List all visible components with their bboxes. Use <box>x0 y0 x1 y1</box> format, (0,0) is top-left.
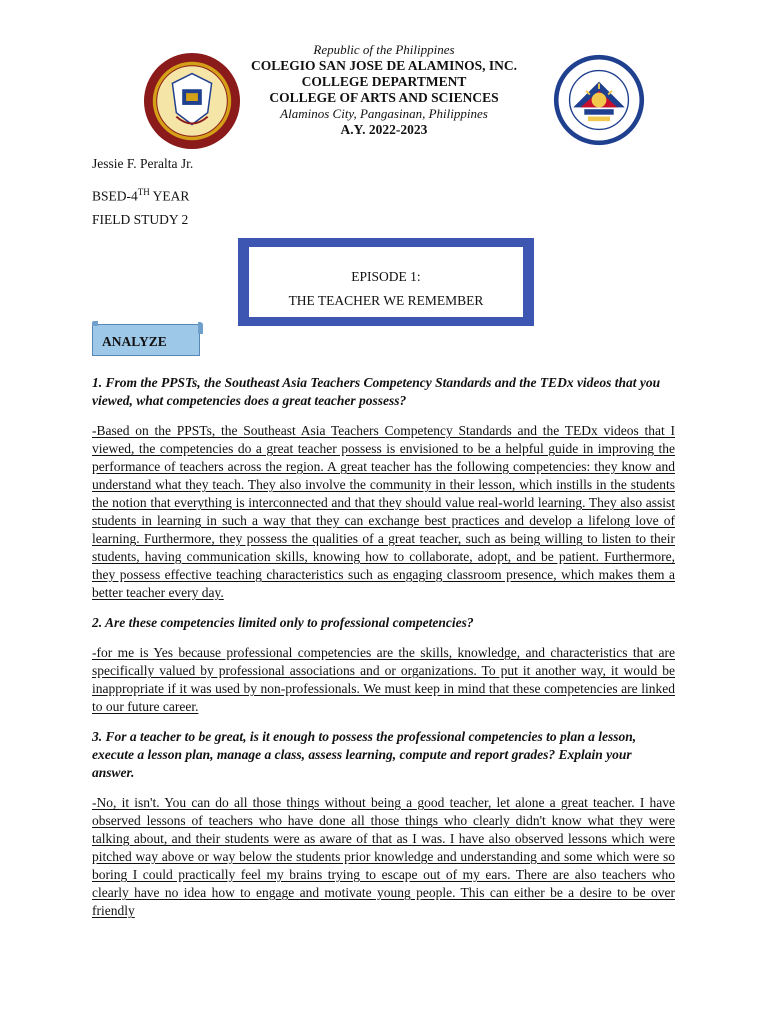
analyze-banner: ANALYZE <box>92 324 200 356</box>
student-year <box>92 184 193 212</box>
answer-3: -No, it isn't. You can do all those things without being a good teacher, let alone a great teacher. I have observed lessons of teachers who have done all those things who clearly didn't know what they were talking about, and their students were as aware of that as I was. I have also observed lessons which were pitched way above or way below the students prior knowledge and understanding and some which were so boring I could practically feel my brains trying to escape out of my ears. There are also teachers who clearly have no idea how to engage and motivate young people. This can either be a desire to be over friendly <box>92 795 675 918</box>
year-prefix: BSED-4 <box>92 188 138 204</box>
question-1: 1. From the PPSTs, the Southeast Asia Teachers Competency Standards and the TEDx videos that you viewed, what competencies does a great teacher possess? <box>92 375 661 408</box>
letterhead-text <box>230 42 538 138</box>
college-name: COLEGIO SAN JOSE DE ALAMINOS, INC. <box>251 58 517 73</box>
college-seal-icon <box>143 52 241 150</box>
episode-title: THE TEACHER WE REMEMBER <box>288 293 484 308</box>
episode-label: EPISODE 1: <box>351 269 421 284</box>
question-2: 2. Are these competencies limited only to professional competencies? <box>92 615 474 630</box>
student-info <box>92 156 193 240</box>
city-line: Alaminos City, Pangasinan, Philippines <box>280 106 488 121</box>
school-name: COLLEGE OF ARTS AND SCIENCES <box>269 90 499 105</box>
question-3: 3. For a teacher to be great, is it enough to possess the professional competencies to plan a lesson, execute a lesson plan, manage a class, assess learning, compute and report grades? Explain your answer. <box>92 729 637 780</box>
answer-2: -for me is Yes because professional competencies are the skills, knowledge, and characteristics that are specifically valued by professional associations and or organizations. To put it another way, it would be inappropriate if it was used by non-professionals. We must keep in mind that these competencies are linked to our future career. <box>92 645 675 714</box>
questions-section <box>92 374 675 920</box>
episode-box <box>238 238 534 326</box>
student-name: Jessie F. Peralta Jr. <box>92 156 194 171</box>
answer-1: -Based on the PPSTs, the Southeast Asia Teachers Competency Standards and the TEDx videos that I viewed, the competencies do a great teacher possess is envisioned to be a helpful guide in improving the performance of teachers across the region. A great teacher has the following competencies: they know and understand what they teach. They also involve the community in their lesson, which instills in the students the notion that everything is interconnected and that they should value real-world learning. They also assist students in learning in such a way that they can exchange best practices and develop a lifelong love of learning. Furthermore, they possess the qualities of a great teacher, such as being willing to listen to their students, having communication skills, knowing how to collaborate, adopt, and be patient. Furthermore, they possess effective teaching characteristics such as engaging classroom presence, which makes them a better teacher every day. <box>92 423 675 600</box>
episode-inner <box>249 247 523 317</box>
letterhead <box>0 40 768 140</box>
republic-line: Republic of the Philippines <box>313 42 455 57</box>
department-name: COLLEGE DEPARTMENT <box>301 74 467 89</box>
ched-seal-icon <box>553 54 645 146</box>
course-name: FIELD STUDY 2 <box>92 212 189 227</box>
year-suffix: YEAR <box>149 188 190 204</box>
academic-year: A.Y. 2022-2023 <box>340 122 428 137</box>
year-superscript: TH <box>137 187 150 197</box>
